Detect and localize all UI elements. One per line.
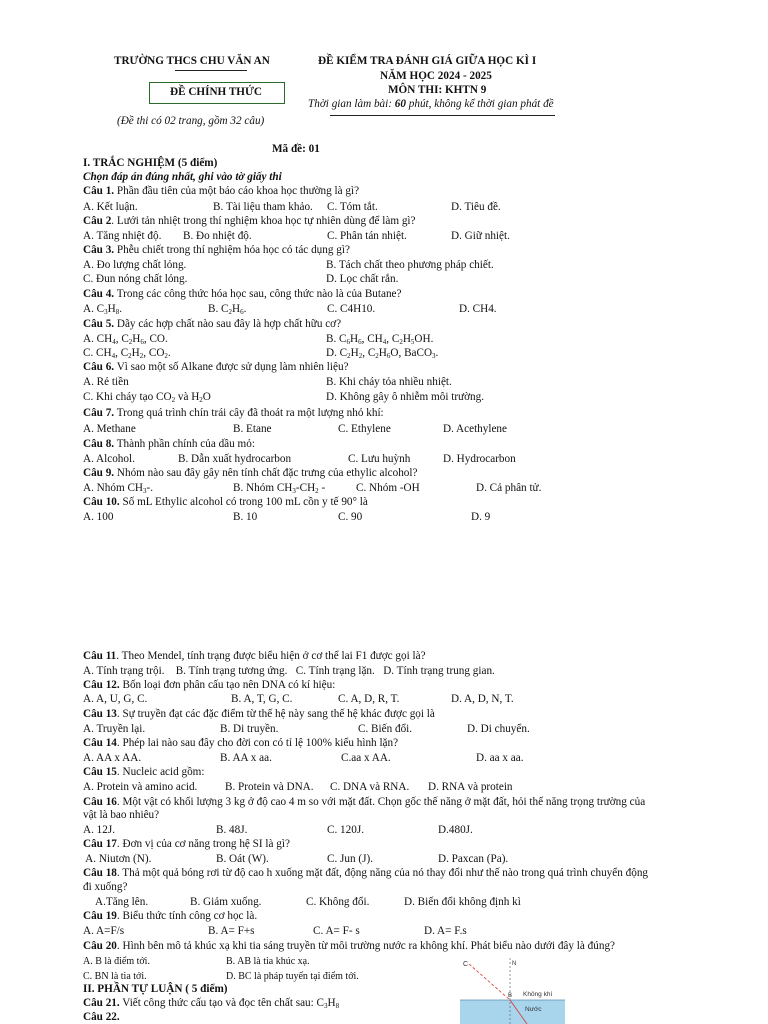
- q17-opt-b: B. Oát (W).: [216, 853, 269, 865]
- q22-label: Câu 22.: [83, 1011, 120, 1023]
- label-water: Nước: [525, 1006, 542, 1013]
- q3-opt-a: A. Đo lượng chất lỏng.: [83, 259, 187, 271]
- label-n: N: [512, 961, 517, 967]
- label-c: C: [463, 961, 469, 968]
- q1-opt-a: A. Kết luận.: [83, 201, 138, 213]
- q1-opt-d: D. Tiêu đề.: [451, 201, 501, 213]
- q1-opt-b: B. Tài liệu tham khảo.: [213, 201, 313, 213]
- q15-text: Câu 15. Nucleic acid gồm:: [83, 766, 205, 778]
- q18-opt-d: D. Biến đổi không định kì: [404, 896, 521, 908]
- q3-opt-d: D. Lọc chất rắn.: [326, 273, 399, 285]
- q9-opt-d: D. Cả phân tử.: [476, 482, 542, 494]
- q7-text: Câu 7. Trong quá trình chín trái cây đã thoát ra một lượng nhỏ khí:: [83, 407, 384, 419]
- q21-text: Câu 21. Viết công thức cấu tạo và đọc tên chất sau: $C_3H_8$: [83, 997, 340, 1010]
- subject: MÔN THI: KHTN 9: [388, 84, 487, 96]
- exam-title: ĐỀ KIỂM TRA ĐÁNH GIÁ GIỮA HỌC KÌ I: [318, 55, 537, 67]
- ray-bc: [469, 964, 513, 1000]
- q16-opt-a: A. 12J.: [83, 824, 116, 836]
- q9-opt-a: A. Nhóm $CH_3-$.: [83, 482, 154, 495]
- q18-text2: đi xuống?: [83, 881, 128, 893]
- q18-text: Câu 18. Thả một quả bóng rơi từ độ cao h xuống mặt đất, động năng của nó thay đổi như thế nào trong quá trình chuyển động: [83, 867, 649, 879]
- q4-opt-d: D. CH4.: [459, 303, 497, 315]
- q15-opt-c: C. DNA và RNA.: [330, 781, 410, 793]
- q11-options: A. Tính trạng trội. B. Tính trạng tương ứng. C. Tính trạng lặn. D. Tính trạng trung gian.: [83, 665, 495, 677]
- q19-opt-a: A. A=F/s: [83, 925, 125, 937]
- q7-opt-a: A. Methane: [83, 423, 136, 435]
- q20-opt-d: D. BC là pháp tuyến tại điểm tới.: [226, 971, 359, 982]
- q6-opt-b: B. Khi cháy tỏa nhiều nhiệt.: [326, 376, 452, 388]
- q1-text: Câu 1. Phần đầu tiên của một báo cáo khoa học thường là gì?: [83, 185, 360, 197]
- time-underline: [330, 115, 555, 116]
- q2-opt-d: D. Giữ nhiệt.: [451, 230, 510, 242]
- q17-opt-d: D. Paxcan (Pa).: [438, 853, 509, 865]
- section2-title: II. PHẦN TỰ LUẬN ( 5 điểm): [83, 983, 228, 995]
- q16-opt-d: D.480J.: [438, 824, 473, 836]
- q13-opt-c: C. Biến đổi.: [358, 723, 413, 735]
- q12-opt-d: D. A, D, N, T.: [451, 693, 514, 705]
- q1-opt-c: C. Tóm tắt.: [327, 201, 378, 213]
- q14-text: Câu 14. Phép lai nào sau đây cho đời con có tỉ lệ 100% kiểu hình lặn?: [83, 737, 399, 749]
- q8-opt-c: C. Lưu huỳnh: [348, 453, 411, 465]
- q20-opt-b: B. AB là tia khúc xạ.: [226, 956, 310, 967]
- q20-opt-a: A. B là điểm tới.: [83, 956, 150, 967]
- q14-opt-a: A. AA x AA.: [83, 752, 142, 764]
- q5-opt-c: C. $CH_4$, $C_2H_2$, $CO_2$.: [83, 347, 171, 360]
- q6-opt-c: C. Khi cháy tạo $CO_2$ và $H_2O$: [83, 391, 211, 404]
- q10-opt-b: B. 10: [233, 511, 258, 523]
- q17-opt-c: C. Jun (J).: [327, 853, 373, 865]
- q2-text: Câu 2. Lưới tản nhiệt trong thí nghiệm khoa học tự nhiên dùng để làm gì?: [83, 215, 416, 227]
- section1-instruction: Chọn đáp án đúng nhất, ghi vào tờ giấy thi: [83, 171, 282, 183]
- q18-opt-b: B. Giảm xuống.: [190, 896, 262, 908]
- q3-text: Câu 3. Phễu chiết trong thí nghiệm hóa học có tác dụng gì?: [83, 244, 350, 256]
- q7-opt-d: D. Acethylene: [443, 423, 507, 435]
- q7-opt-c: C. Ethylene: [338, 423, 391, 435]
- q8-opt-b: B. Dẫn xuất hydrocarbon: [178, 453, 292, 465]
- q16-opt-b: B. 48J.: [216, 824, 248, 836]
- q2-opt-c: C. Phân tán nhiệt.: [327, 230, 407, 242]
- q20-text: Câu 20. Hình bên mô tả khúc xạ khi tia sáng truyền từ môi trường nước ra không khí. Phát biểu nào dưới đây là đúng?: [83, 940, 616, 952]
- q2-opt-a: A. Tăng nhiệt độ.: [83, 230, 162, 242]
- q4-opt-a: A. $C_3H_8$.: [83, 303, 123, 316]
- q12-opt-c: C. A, D, R, T.: [338, 693, 400, 705]
- q4-opt-b: B. $C_2H_6$.: [208, 303, 247, 316]
- school-underline: [175, 70, 247, 71]
- q16-text2: vật là bao nhiêu?: [83, 809, 160, 821]
- q14-opt-b: B. AA x aa.: [220, 752, 272, 764]
- q10-opt-c: C. 90: [338, 511, 363, 523]
- refraction-figure: [455, 956, 565, 1024]
- time-note: Thời gian làm bài: 60 phút, không kể thời gian phát đề: [308, 98, 554, 110]
- q7-opt-b: B. Etane: [233, 423, 272, 435]
- official-label: ĐỀ CHÍNH THỨC: [170, 86, 262, 98]
- q19-opt-c: C. A= F- s: [313, 925, 360, 937]
- exam-code: Mã đề: 01: [272, 143, 320, 155]
- pages-note: (Đề thi có 02 trang, gồm 32 câu): [117, 115, 265, 127]
- q8-opt-a: A. Alcohol.: [83, 453, 135, 465]
- q20-opt-c: C. BN là tia tới.: [83, 971, 147, 982]
- q11-text: Câu 11. Theo Mendel, tính trạng được biểu hiện ở cơ thể lai F1 được gọi là?: [83, 650, 426, 662]
- q19-opt-d: D. A= F.s: [424, 925, 467, 937]
- label-air: Không khí: [523, 991, 553, 998]
- q18-opt-c: C. Không đổi.: [306, 896, 370, 908]
- q12-opt-a: A. A, U, G, C.: [83, 693, 148, 705]
- q8-opt-d: D. Hydrocarbon: [443, 453, 516, 465]
- q15-opt-a: A. Protein và amino acid.: [83, 781, 198, 793]
- school-name: TRƯỜNG THCS CHU VĂN AN: [114, 55, 270, 67]
- q14-opt-d: D. aa x aa.: [476, 752, 524, 764]
- q19-text: Câu 19. Biểu thức tính công cơ học là.: [83, 910, 258, 922]
- q13-opt-a: A. Truyền lại.: [83, 723, 146, 735]
- q13-text: Câu 13. Sự truyền đạt các đặc điểm từ thế hệ này sang thế hệ khác được gọi là: [83, 708, 435, 720]
- q12-opt-b: B. A, T, G, C.: [231, 693, 293, 705]
- q15-opt-b: B. Protein và DNA.: [225, 781, 314, 793]
- q8-text: Câu 8. Thành phần chính của dầu mỏ:: [83, 438, 255, 450]
- q2-opt-b: B. Đo nhiệt độ.: [183, 230, 252, 242]
- q10-opt-a: A. 100: [83, 511, 114, 523]
- q13-opt-d: D. Di chuyển.: [467, 723, 530, 735]
- q18-opt-a: A.Tăng lên.: [95, 896, 149, 908]
- q6-opt-a: A. Rẻ tiền: [83, 376, 129, 388]
- school-year: NĂM HỌC 2024 - 2025: [380, 70, 492, 82]
- q4-text: Câu 4. Trong các công thức hóa học sau, công thức nào là của Butane?: [83, 288, 402, 300]
- q17-text: Câu 17. Đơn vị của cơ năng trong hệ SI là gì?: [83, 838, 290, 850]
- q9-opt-b: B. Nhóm $CH_3-CH_2$ -: [233, 482, 326, 495]
- section1-title: I. TRẮC NGHIỆM (5 điểm): [83, 157, 218, 169]
- q6-opt-d: D. Không gây ô nhiễm môi trường.: [326, 391, 485, 403]
- label-b: B: [508, 993, 513, 999]
- q14-opt-c: C.aa x AA.: [341, 752, 391, 764]
- q19-opt-b: B. A= F+s: [208, 925, 255, 937]
- q10-text: Câu 10. Số mL Ethylic alcohol có trong 100 mL cồn y tế 90° là: [83, 496, 368, 508]
- q3-opt-c: C. Đun nóng chất lỏng.: [83, 273, 188, 285]
- q12-text: Câu 12. Bốn loại đơn phân cấu tạo nên DNA có kí hiệu:: [83, 679, 336, 691]
- q17-opt-a: A. Niutơn (N).: [83, 853, 152, 865]
- q9-opt-c: C. Nhóm -OH: [356, 482, 420, 494]
- q10-opt-d: D. 9: [471, 511, 491, 523]
- q16-opt-c: C. 120J.: [327, 824, 364, 836]
- q4-opt-c: C. C4H10.: [327, 303, 376, 315]
- q5-text: Câu 5. Dãy các hợp chất nào sau đây là hợp chất hữu cơ?: [83, 318, 342, 330]
- q15-opt-d: D. RNA và protein: [428, 781, 513, 793]
- q16-text: Câu 16. Một vật có khối lượng 3 kg ở độ cao 4 m so với mặt đất. Chọn gốc thế năng ở mặt đất, hỏi thế năng trọng trường của: [83, 796, 646, 808]
- q5-opt-a: A. $CH_4$, $C_2H_6$, CO.: [83, 333, 168, 346]
- q5-opt-d: D. $C_2H_2$, $C_2H_6O$, BaCO$_3$.: [326, 347, 439, 360]
- q3-opt-b: B. Tách chất theo phương pháp chiết.: [326, 259, 494, 271]
- q6-text: Câu 6. Vì sao một số Alkane được sử dụng làm nhiên liệu?: [83, 361, 349, 373]
- q13-opt-b: B. Di truyền.: [220, 723, 279, 735]
- q9-text: Câu 9. Nhóm nào sau đây gây nên tính chất đặc trưng của ethylic alcohol?: [83, 467, 418, 479]
- q5-opt-b: B. $C_6H_6$, $CH_4$, $C_2H_5OH$.: [326, 333, 434, 346]
